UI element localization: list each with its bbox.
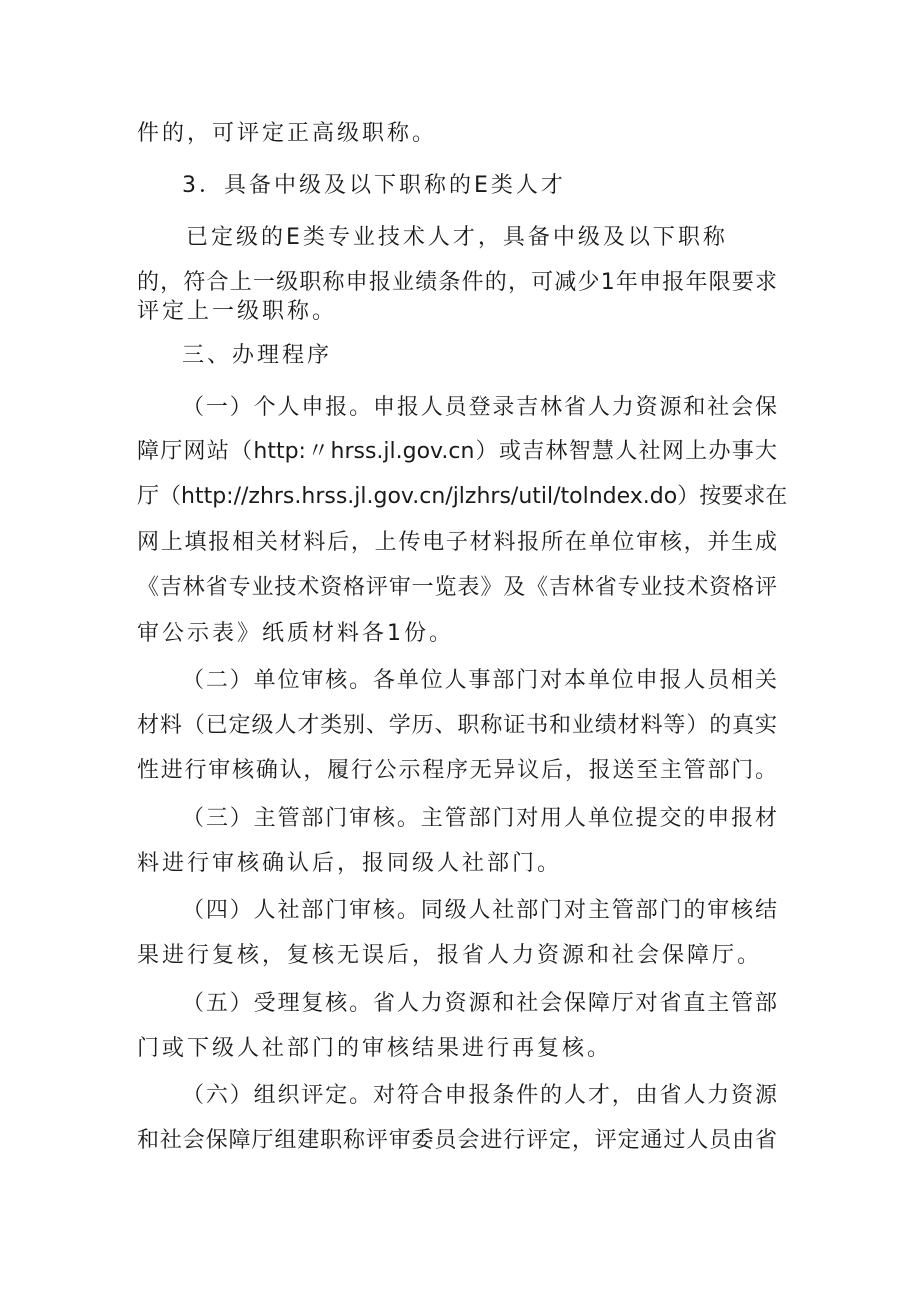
text-line: 评定上一级职称。 — [137, 299, 338, 324]
text-line: （三）主管部门审核。主管部门对用人单位提交的申报材 — [182, 806, 777, 831]
text-line: 网上填报相关材料后，上传电子材料报所在单位审核，并生成 — [137, 530, 777, 555]
section-heading: 3．具备中级及以下职称的E类人才 — [182, 173, 566, 198]
text-line: （一）个人申报。申报人员登录吉林省人力资源和社会保 — [182, 395, 777, 420]
text-line: 件的，可评定正高级职称。 — [137, 121, 438, 146]
text-line: （五）受理复核。省人力资源和社会保障厅对省直主管部 — [182, 991, 777, 1016]
text-line: 门或下级人社部门的审核结果进行再复核。 — [137, 1036, 613, 1061]
section-heading: 三、办理程序 — [182, 343, 333, 368]
text-line: 和社会保障厅组建职称评审委员会进行评定，评定通过人员由省 — [137, 1128, 777, 1153]
text-line: 已定级的E类专业技术人才，具备中级及以下职称 — [186, 225, 728, 250]
text-line: 的，符合上一级职称申报业绩条件的，可减少1年申报年限要求 — [137, 270, 777, 295]
text-line: 厅（http://zhrs.hrss.jl.gov.cn/jlzhrs/util/tolndex.do）按要求在 — [137, 484, 788, 509]
text-line: （二）单位审核。各单位人事部门对本单位申报人员相关 — [182, 668, 777, 693]
text-line: 料进行审核确认后，报同级人社部门。 — [137, 851, 563, 876]
text-line: 《吉林省专业技术资格评审一览表》及《吉林省专业技术资格评 — [137, 575, 777, 600]
text-line: 果进行复核，复核无误后，报省人力资源和社会保障厅。 — [137, 943, 763, 968]
text-line: （四）人社部门审核。同级人社部门对主管部门的审核结 — [182, 898, 777, 923]
text-line: 性进行审核确认，履行公示程序无异议后，报送至主管部门。 — [137, 758, 777, 783]
text-line: 审公示表》纸质材料各1份。 — [137, 621, 454, 646]
text-line: 障厅网站（http:〃hrss.jl.gov.cn）或吉林智慧人社网上办事大 — [137, 439, 777, 464]
text-line: 材料（已定级人才类别、学历、职称证书和业绩材料等）的真实 — [137, 713, 777, 738]
text-line: （六）组织评定。对符合申报条件的人才，由省人力资源 — [182, 1083, 777, 1108]
